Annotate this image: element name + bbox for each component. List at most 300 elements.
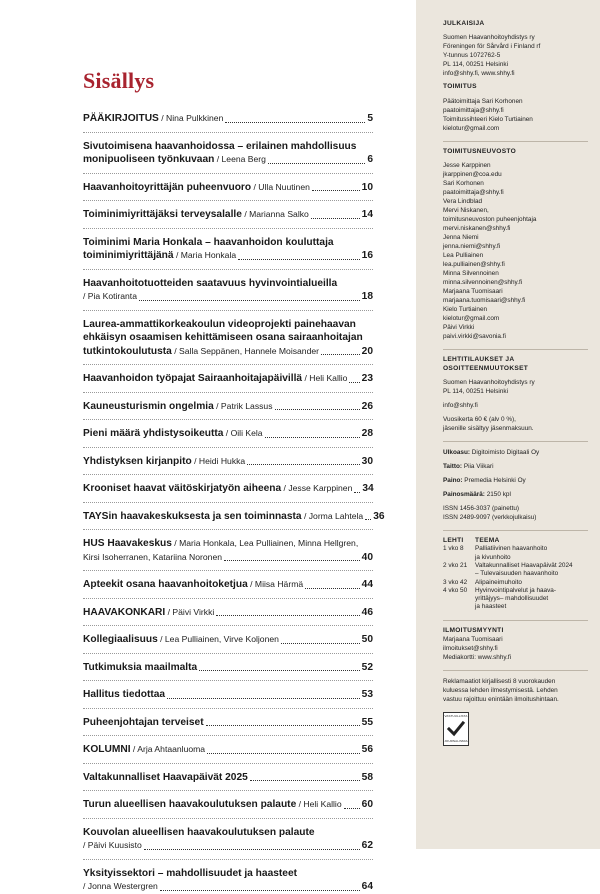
- issue-theme-line: ja haasteet: [475, 603, 507, 611]
- toc-entry[interactable]: [83, 606, 373, 620]
- toc-divider: [83, 570, 373, 571]
- board-member-line: marjaana.tuomisaari@shhy.fi: [443, 297, 526, 305]
- toc-page-number: 46: [361, 606, 373, 618]
- issues-col-header: TEEMA: [475, 537, 500, 545]
- divider: [443, 141, 588, 142]
- toc-entry-author: / Heli Kallio: [302, 373, 348, 383]
- toc-divider: [83, 474, 373, 475]
- advertising-line: Marjaana Tuomisaari: [443, 636, 503, 644]
- toc-page-number: 16: [361, 250, 373, 261]
- toc-entry[interactable]: [83, 826, 373, 853]
- issue-theme-line: Alipaineimuhoito: [475, 578, 522, 586]
- board-member-line: Marjaana Tuomisaari: [443, 288, 503, 296]
- toc-divider: [83, 859, 373, 860]
- toc-page-number: 20: [361, 345, 373, 357]
- toc-entry-title: Hallitus tiedottaa: [83, 689, 166, 700]
- toc-entry-author: / Maria Honkala: [173, 250, 237, 260]
- toc-entry[interactable]: [83, 510, 385, 524]
- toc-entry[interactable]: [83, 743, 373, 757]
- toc-entry-author: / Heidi Hukka: [191, 455, 246, 466]
- issue-theme-line: Hyvinvointipalvelut ja haava-: [475, 586, 556, 594]
- issue-theme-line: – Tulevaisuuden haavanhoito: [475, 570, 559, 578]
- toc-entry-line: [83, 661, 373, 675]
- toc-entry-line: [83, 427, 373, 441]
- toc-entry-title: Haavanhoidon työpajat Sairaanhoitajapäivillä: [83, 373, 303, 384]
- toc-entry-title: Kauneusturismin ongelmia: [83, 400, 214, 412]
- toc-page-number: 10: [361, 181, 373, 193]
- subscriptions-email: info@shhy.fi: [443, 402, 478, 410]
- toc-page-number: 53: [361, 689, 373, 700]
- layout-credit: Ulkoasu: Digitoimisto Digitaali Oy: [443, 449, 540, 457]
- toc-entry-title: monipuoliseen työnkuvaan: [83, 154, 215, 165]
- complaints-line: Reklamaatiot kirjallisesti 8 vuorokauden: [443, 678, 556, 686]
- toc-entry-line: [83, 482, 373, 496]
- editorial-line: Toimitussihteeri Kielo Turtiainen: [443, 115, 533, 123]
- subscriptions-heading-2: OSOITTEENMUUTOKSET: [443, 364, 529, 372]
- issue-theme: [475, 545, 585, 562]
- toc-entry-title: TAYSin haavakeskuksesta ja sen toiminnasta: [83, 510, 302, 522]
- toc-entry-text: [83, 140, 356, 154]
- toc-entry-text: [83, 181, 310, 195]
- toc-entry[interactable]: [83, 400, 373, 414]
- editorial-heading: TOIMITUS: [443, 83, 477, 91]
- toc-entry-title: Yhdistyksen kirjanpito: [83, 455, 192, 467]
- seal-bottom-text: JOURNALISMIA: [444, 738, 468, 743]
- toc-entry-text: [83, 688, 165, 702]
- dot-leader: [365, 519, 371, 520]
- publisher-line: info@shhy.fi, www.shhy.fi: [443, 70, 515, 78]
- toc-entry-title: tutkintokoulutusta: [83, 345, 172, 357]
- subscriptions-price-1: Vuosikerta 60 € (alv 0 %),: [443, 416, 516, 424]
- board-member-line: Jenna Niemi: [443, 234, 479, 242]
- dot-leader: [265, 437, 360, 438]
- toc-entry-line: [83, 771, 373, 785]
- toc-page-number: 40: [361, 551, 373, 563]
- toc-page-number: 44: [361, 579, 373, 590]
- toc-entry-text: [83, 743, 205, 757]
- publisher-heading: JULKAISIJA: [443, 20, 485, 27]
- publisher-lines: [443, 33, 588, 78]
- dot-leader: [216, 615, 359, 616]
- toc-entry-title: Valtakunnalliset Haavapäivät 2025: [83, 771, 248, 783]
- page-title: Sisällys: [83, 68, 155, 93]
- toc-entry-line: [83, 318, 373, 332]
- toc-entry[interactable]: [83, 112, 373, 126]
- toc-entry-text: [83, 880, 158, 894]
- toc-entry-text: [83, 551, 222, 565]
- toc-divider: [83, 228, 373, 229]
- issue-theme-line: Palliatiivinen haavanhoito: [475, 545, 548, 553]
- board-lines: [443, 161, 588, 341]
- toc-entry-author: / Salla Seppänen, Hannele Moisander: [171, 345, 320, 356]
- toc-page-number: 50: [361, 634, 373, 645]
- advertising-section: [443, 627, 588, 662]
- board-member-line: Mervi Niskanen,: [443, 207, 489, 215]
- board-member-line: Kielo Turtiainen: [443, 306, 488, 314]
- toc-entry-text: [83, 537, 358, 551]
- publisher-section: [443, 20, 588, 78]
- board-member-line: Jesse Karppinen: [443, 162, 491, 170]
- toc-entry[interactable]: [83, 771, 373, 785]
- dot-leader: [207, 753, 360, 754]
- divider: [443, 441, 588, 442]
- complaints-section: [443, 677, 588, 704]
- typesetting-credit: Taitto: Piia Viikari: [443, 463, 494, 471]
- issue-theme-line: Valtakunnalliset Haavapäivät 2024: [475, 561, 573, 569]
- issue-theme-line: ja kivunhoito: [475, 553, 511, 561]
- toc-page-number: 5: [367, 113, 373, 124]
- toc-page-number: 62: [361, 840, 373, 851]
- board-section: [443, 148, 588, 341]
- toc-divider: [83, 680, 373, 681]
- advertising-heading: ILMOITUSMYYNTI: [443, 626, 504, 634]
- toc-divider: [83, 310, 373, 311]
- toc-entry-title: KOLUMNI: [83, 744, 131, 755]
- complaints-line: kuluessa lehden ilmestymisestä. Lehden: [443, 687, 558, 695]
- toc-entry-author: / Jonna Westergren: [83, 881, 158, 891]
- dot-leader: [344, 808, 360, 809]
- dot-leader: [321, 354, 360, 355]
- publisher-line: PL 114, 00251 Helsinki: [443, 61, 509, 69]
- dot-leader: [305, 588, 360, 589]
- toc-entry-author: / Lea Pulliainen, Virve Koljonen: [157, 634, 279, 644]
- toc-divider: [83, 502, 373, 503]
- toc-entry-text: [83, 839, 142, 853]
- toc-entry-line: [83, 867, 373, 881]
- dot-leader: [139, 300, 360, 301]
- toc-entry-line: [83, 716, 373, 730]
- toc-entry[interactable]: [83, 427, 373, 441]
- toc-entry-title: Haavanhoitotuotteiden saatavuus hyvinvointialueilla: [83, 277, 338, 289]
- toc-entry-line: [83, 249, 373, 263]
- editorial-line: paatoimittaja@shhy.fi: [443, 106, 504, 114]
- toc-entry-text: [83, 112, 223, 126]
- toc-page-number: 26: [361, 400, 373, 412]
- toc-entry-line: [83, 537, 373, 551]
- toc-entry[interactable]: [83, 318, 373, 359]
- toc-entry-line: [83, 208, 373, 222]
- issue-number: 3 vko 42: [443, 578, 468, 586]
- toc-entry-line: [83, 688, 373, 702]
- toc-entry-line: [83, 606, 373, 620]
- toc-divider: [83, 790, 373, 791]
- dot-leader: [144, 849, 360, 850]
- toc-entry[interactable]: [83, 661, 373, 675]
- toc-page-number: 60: [361, 799, 373, 810]
- toc-entry-line: [83, 551, 373, 565]
- toc-entry-line: [83, 277, 373, 291]
- board-member-line: mervi.niskanen@shhy.fi: [443, 225, 511, 233]
- dot-leader: [206, 725, 360, 726]
- toc-entry[interactable]: [83, 140, 373, 167]
- toc-page-number: 23: [361, 373, 373, 384]
- toc-entry-line: [83, 153, 373, 167]
- toc-entry[interactable]: [83, 537, 373, 564]
- toc-entry-title: Turun alueellisen haavakoulutuksen palaute: [83, 799, 297, 810]
- toc-divider: [83, 708, 373, 709]
- print-run: Painosmäärä: 2150 kpl: [443, 491, 511, 499]
- toc-divider: [83, 419, 373, 420]
- toc-entry-text: [83, 867, 297, 881]
- toc-page-number: 34: [362, 483, 374, 494]
- board-member-line: paivi.virkki@savonia.fi: [443, 333, 506, 341]
- toc-entry-line: [83, 743, 373, 757]
- publisher-line: Suomen Haavanhoitoyhdistys ry: [443, 34, 535, 42]
- toc-entry[interactable]: [83, 236, 373, 263]
- board-member-line: Sari Korhonen: [443, 180, 484, 188]
- toc-entry-text: [83, 153, 266, 167]
- toc-entry-line: [83, 181, 373, 195]
- toc-entry-text: [83, 578, 303, 592]
- board-member-line: jkarppinen@coa.edu: [443, 171, 502, 179]
- toc-divider: [83, 173, 373, 174]
- toc-page-number: 30: [361, 455, 373, 467]
- issues-col-header: LEHTI: [443, 537, 464, 545]
- toc-entry[interactable]: [83, 798, 373, 812]
- issue-number: 1 vko 8: [443, 545, 464, 553]
- dot-leader: [238, 259, 360, 260]
- toc-entry-title: Toiminimiyrittäjäksi terveysalalle: [83, 209, 242, 220]
- dot-leader: [312, 190, 360, 191]
- toc-entry-line: [83, 633, 373, 647]
- editorial-section: [443, 83, 588, 132]
- toc-entry-title: Apteekit osana haavanhoitoketjua: [83, 579, 248, 590]
- toc-divider: [83, 132, 373, 133]
- toc-page-number: 14: [361, 209, 373, 220]
- toc-entry[interactable]: [83, 181, 373, 195]
- toc-entry-author: Kirsi Isoherranen, Katariina Noronen: [83, 551, 223, 562]
- masthead-column: [416, 0, 600, 849]
- toc-page-number: 56: [361, 744, 373, 755]
- toc-entry-line: [83, 798, 373, 812]
- toc-entry-text: [83, 482, 352, 496]
- toc-entry[interactable]: [83, 633, 373, 647]
- dot-leader: [167, 698, 360, 699]
- seal-top-text: VASTUULLISTA: [444, 714, 468, 719]
- dot-leader: [199, 670, 359, 671]
- toc-entry-text: [83, 661, 197, 675]
- issue-schedule: [443, 537, 588, 612]
- toc-entry-line: [83, 372, 373, 386]
- toc-entry-line: [83, 290, 373, 304]
- table-of-contents: [83, 112, 385, 894]
- toc-entry-author: / Jesse Karppinen: [281, 483, 353, 493]
- toc-entry-title: Yksityissektori – mahdollisuudet ja haasteet: [83, 867, 298, 879]
- issn-print: ISSN 1456-3037 (painettu): [443, 505, 520, 513]
- issue-theme: [475, 587, 585, 612]
- dot-leader: [250, 780, 360, 781]
- toc-divider: [83, 392, 373, 393]
- toc-entry[interactable]: [83, 208, 373, 222]
- toc-entry-line: [83, 578, 373, 592]
- board-member-line: Minna Silvennoinen: [443, 270, 499, 278]
- divider: [443, 530, 588, 531]
- toc-entry-text: [83, 236, 334, 250]
- divider: [443, 670, 588, 671]
- toc-entry-line: [83, 140, 373, 154]
- editorial-line: kielotur@gmail.com: [443, 124, 500, 132]
- board-member-line: minna.silvennoinen@shhy.fi: [443, 279, 523, 287]
- toc-divider: [83, 364, 373, 365]
- toc-entry-line: [83, 331, 373, 345]
- board-member-line: jenna.niemi@shhy.fi: [443, 243, 501, 251]
- toc-entry-line: [83, 880, 373, 894]
- toc-entry-text: [83, 318, 356, 332]
- toc-divider: [83, 529, 373, 530]
- advertising-line: Mediakortti: www.shhy.fi: [443, 654, 512, 662]
- editorial-line: Päätoimittaja Sari Korhonen: [443, 97, 523, 105]
- toc-entry-line: [83, 839, 373, 853]
- subscriptions-heading-1: LEHTITILAUKSET JA: [443, 356, 515, 364]
- toc-entry-author: / Leena Berg: [214, 154, 266, 164]
- toc-entry-title: Kollegiaalisuus: [83, 634, 158, 645]
- toc-entry-title: Toiminimi Maria Honkala – haavanhoidon kouluttaja: [83, 236, 334, 248]
- toc-entry-author: / Oili Kela: [223, 428, 263, 438]
- dot-leader: [247, 464, 359, 465]
- toc-page-number: 52: [361, 661, 373, 673]
- toc-entry-line: [83, 826, 373, 840]
- toc-entry[interactable]: [83, 455, 373, 469]
- toc-entry-title: HAAVAKONKARI: [83, 606, 166, 618]
- toc-entry-text: [83, 208, 309, 222]
- toc-entry-text: [83, 455, 245, 469]
- board-heading: TOIMITUSNEUVOSTO: [443, 147, 517, 155]
- advertising-line: ilmoitukset@shhy.fi: [443, 645, 498, 653]
- toc-entry[interactable]: [83, 867, 373, 894]
- publisher-line: Y-tunnus 1072762-5: [443, 52, 501, 60]
- complaints-line: vastuu rajoittuu enintään ilmoitushintaan.: [443, 696, 559, 704]
- toc-entry[interactable]: [83, 372, 373, 386]
- toc-page-number: 6: [367, 154, 373, 165]
- toc-page-number: 18: [361, 291, 373, 302]
- toc-entry[interactable]: [83, 716, 373, 730]
- toc-page-number: 58: [361, 771, 373, 783]
- dot-leader: [160, 890, 360, 891]
- board-member-line: Päivi Virkki: [443, 324, 475, 332]
- toc-entry-text: [83, 798, 342, 812]
- checkmark-icon: [447, 720, 465, 738]
- toc-entry-text: [83, 249, 236, 263]
- toc-entry-author: / Heli Kallio: [296, 799, 342, 809]
- dot-leader: [354, 492, 360, 493]
- toc-entry-text: [83, 510, 363, 524]
- toc-entry-title: Tutkimuksia maailmalta: [83, 661, 198, 673]
- toc-divider: [83, 625, 373, 626]
- toc-entry-title: toiminimiyrittäjänä: [83, 250, 174, 261]
- toc-divider: [83, 598, 373, 599]
- toc-entry-title: Pieni määrä yhdistysoikeutta: [83, 428, 224, 439]
- toc-divider: [83, 653, 373, 654]
- toc-divider: [83, 763, 373, 764]
- toc-entry-line: [83, 400, 373, 414]
- toc-entry-author: / Arja Ahtaanluoma: [130, 744, 206, 754]
- toc-divider: [83, 269, 373, 270]
- board-member-line: kielotur@gmail.com: [443, 315, 500, 323]
- toc-entry-line: [83, 345, 373, 359]
- issn-web: ISSN 2489-9097 (verkkojulkaisu): [443, 514, 537, 522]
- toc-entry-text: [83, 826, 315, 840]
- toc-entry-author: / Jorma Lahtela: [301, 510, 364, 521]
- toc-entry-text: [83, 290, 137, 304]
- toc-divider: [83, 200, 373, 201]
- issue-theme: [475, 562, 585, 579]
- subscriptions-address-2: PL 114, 00251 Helsinki: [443, 388, 509, 396]
- dot-leader: [349, 382, 359, 383]
- dot-leader: [275, 409, 360, 410]
- toc-entry-author: / Miisa Härmä: [247, 579, 304, 589]
- board-member-line: paatoimittaja@shhy.fi: [443, 189, 504, 197]
- toc-entry-line: [83, 455, 373, 469]
- subscriptions-price-2: jäsenille sisältyy jäsenmaksuun.: [443, 425, 534, 433]
- toc-entry-author: / Päivi Virkki: [165, 606, 215, 617]
- toc-entry[interactable]: [83, 688, 373, 702]
- board-member-line: toimitusneuvoston puheenjohtaja: [443, 216, 537, 224]
- toc-entry-title: HUS Haavakeskus: [83, 538, 172, 549]
- toc-entry-text: [83, 633, 279, 647]
- toc-entry-title: Puheenjohtajan terveiset: [83, 716, 204, 728]
- toc-entry-text: [83, 606, 214, 620]
- toc-entry-author: / Patrik Lassus: [213, 400, 273, 411]
- toc-page-number: 64: [361, 881, 373, 892]
- issue-number: 4 vko 50: [443, 586, 468, 594]
- toc-entry-text: [83, 345, 319, 359]
- issue-number: 2 vko 21: [443, 561, 468, 569]
- toc-divider: [83, 818, 373, 819]
- toc-entry-author: / Maria Honkala, Lea Pulliainen, Minna Hellgren,: [171, 538, 359, 548]
- toc-entry-line: [83, 510, 385, 524]
- toc-entry-text: [83, 372, 347, 386]
- issue-theme: [475, 579, 585, 587]
- divider: [443, 620, 588, 621]
- dot-leader: [311, 218, 360, 219]
- board-member-line: lea.pulliainen@shhy.fi: [443, 261, 505, 269]
- toc-entry-author: / Pia Kotiranta: [83, 291, 137, 301]
- toc-entry-title: Laurea-ammattikorkeakoulun videoprojekti painehaavan: [83, 318, 356, 330]
- toc-entry-title: ehkäisyn osaamisen kehittämiseen osana sairaanhoitajan: [83, 332, 363, 343]
- toc-entry-author: / Marianna Salko: [241, 209, 309, 219]
- subscriptions-section: [443, 356, 588, 433]
- issue-theme-line: yrittäjyys– mahdollisuudet: [475, 595, 549, 603]
- toc-entry-line: [83, 236, 373, 250]
- toc-entry-title: Haavanhoitoyrittäjän puheenvuoro: [83, 181, 252, 193]
- toc-entry-text: [83, 331, 363, 345]
- toc-divider: [83, 447, 373, 448]
- toc-entry[interactable]: [83, 482, 373, 496]
- toc-entry-title: Kouvolan alueellisen haavakoulutuksen palaute: [83, 826, 315, 838]
- printer-credit: Paino: Premedia Helsinki Oy: [443, 477, 526, 485]
- toc-entry-title: PÄÄKIRJOITUS: [83, 113, 159, 124]
- board-member-line: Lea Pulliainen: [443, 252, 484, 260]
- editorial-lines: [443, 97, 588, 133]
- toc-entry[interactable]: [83, 578, 373, 592]
- toc-entry-text: [83, 716, 204, 730]
- subscriptions-address-1: Suomen Haavanhoitoyhdistys ry: [443, 379, 535, 387]
- responsible-journalism-seal: [443, 712, 469, 746]
- toc-entry-text: [83, 400, 273, 414]
- board-member-line: Vera Lindblad: [443, 198, 483, 206]
- toc-entry-author: / Päivi Kuusisto: [83, 840, 142, 850]
- toc-entry-title: Krooniset haavat väitöskirjatyön aiheena: [83, 483, 282, 494]
- toc-entry[interactable]: [83, 277, 373, 304]
- publisher-line: Föreningen för Sårvård i Finland rf: [443, 43, 541, 51]
- dot-leader: [268, 163, 365, 164]
- toc-page-number: 28: [361, 428, 373, 439]
- dot-leader: [224, 560, 360, 561]
- toc-entry-line: [83, 112, 373, 126]
- toc-entry-text: [83, 427, 263, 441]
- divider: [443, 349, 588, 350]
- toc-page-number: 55: [361, 716, 373, 728]
